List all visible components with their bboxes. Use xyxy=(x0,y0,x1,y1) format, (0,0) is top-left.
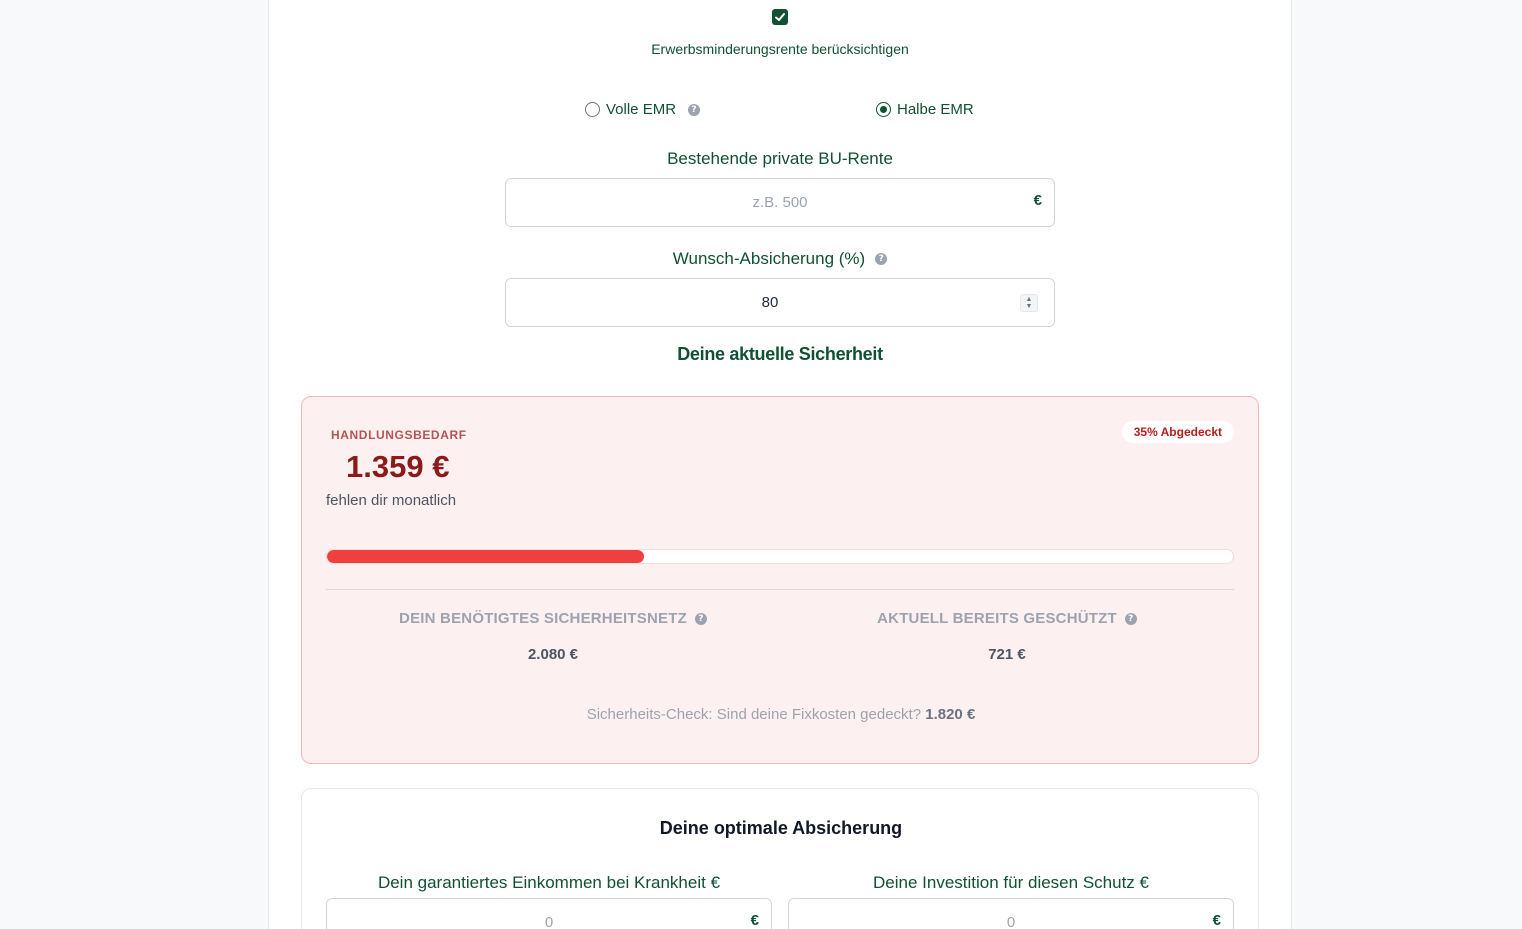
help-icon[interactable]: ? xyxy=(1125,613,1137,625)
stat-protected-label: AKTUELL BEREITS GESCHÜTZT xyxy=(877,610,1117,627)
help-icon[interactable]: ? xyxy=(695,613,707,625)
investment-input[interactable] xyxy=(789,899,1233,929)
wunsch-label-row xyxy=(505,249,1055,269)
divider xyxy=(326,589,1234,590)
income-label: Dein garantiertes Einkommen bei Krankheit € xyxy=(377,873,721,892)
stat-needed-label: DEIN BENÖTIGTES SICHERHEITSNETZ xyxy=(399,610,687,627)
optimal-panel xyxy=(301,788,1259,929)
investment-label: Deine Investition für diesen Schutz € xyxy=(873,873,1149,892)
help-icon[interactable]: ? xyxy=(875,253,887,265)
chevron-down-icon[interactable]: ▼ xyxy=(1025,303,1033,310)
euro-icon: € xyxy=(1033,192,1042,209)
missing-subtext: fehlen dir monatlich xyxy=(326,492,457,509)
wunsch-field[interactable] xyxy=(505,278,1055,327)
checkmark-icon xyxy=(774,11,786,23)
income-input[interactable] xyxy=(327,899,771,929)
radio-halbe-emr[interactable] xyxy=(876,101,974,118)
eyebrow-label: HANDLUNGSBEDARF xyxy=(331,428,467,442)
bu-rente-field[interactable] xyxy=(505,178,1055,227)
investment-field[interactable] xyxy=(788,898,1234,929)
wunsch-input[interactable] xyxy=(506,279,1054,326)
help-icon[interactable]: ? xyxy=(688,104,700,116)
security-check xyxy=(302,706,1260,723)
number-stepper[interactable] xyxy=(1020,294,1038,312)
radio-volle-emr[interactable] xyxy=(585,101,700,118)
section-title: Deine aktuelle Sicherheit xyxy=(677,344,883,364)
emr-checkbox[interactable] xyxy=(772,9,788,25)
coverage-progress-fill xyxy=(327,550,644,563)
radio-button[interactable] xyxy=(876,102,891,117)
radio-button[interactable] xyxy=(585,102,600,117)
radio-label[interactable]: Halbe EMR xyxy=(897,101,974,118)
income-field[interactable] xyxy=(326,898,772,929)
security-check-value: 1.820 € xyxy=(925,706,976,723)
bu-rente-label: Bestehende private BU-Rente xyxy=(667,149,893,168)
chevron-up-icon[interactable]: ▲ xyxy=(1025,296,1033,303)
security-check-text: Sicherheits-Check: Sind deine Fixkosten gedeckt? xyxy=(586,706,922,723)
radio-label[interactable]: Volle EMR xyxy=(606,101,677,118)
stat-needed-value: 2.080 € xyxy=(527,646,579,663)
stat-needed-label-row xyxy=(326,610,780,627)
bu-rente-input[interactable] xyxy=(506,179,1054,226)
coverage-badge: 35% Abgedeckt xyxy=(1122,421,1234,443)
coverage-progress xyxy=(326,549,1234,564)
emr-checkbox-label[interactable]: Erwerbsminderungsrente berücksichtigen xyxy=(651,41,909,57)
stat-protected-label-row xyxy=(780,610,1234,627)
optimal-title: Deine optimale Absicherung xyxy=(659,818,903,838)
stat-protected-value: 721 € xyxy=(988,646,1026,663)
security-panel xyxy=(301,396,1259,764)
euro-icon: € xyxy=(750,912,759,929)
missing-amount: 1.359 € xyxy=(346,449,450,484)
wunsch-label: Wunsch-Absicherung (%) xyxy=(672,249,866,268)
euro-icon: € xyxy=(1212,912,1221,929)
